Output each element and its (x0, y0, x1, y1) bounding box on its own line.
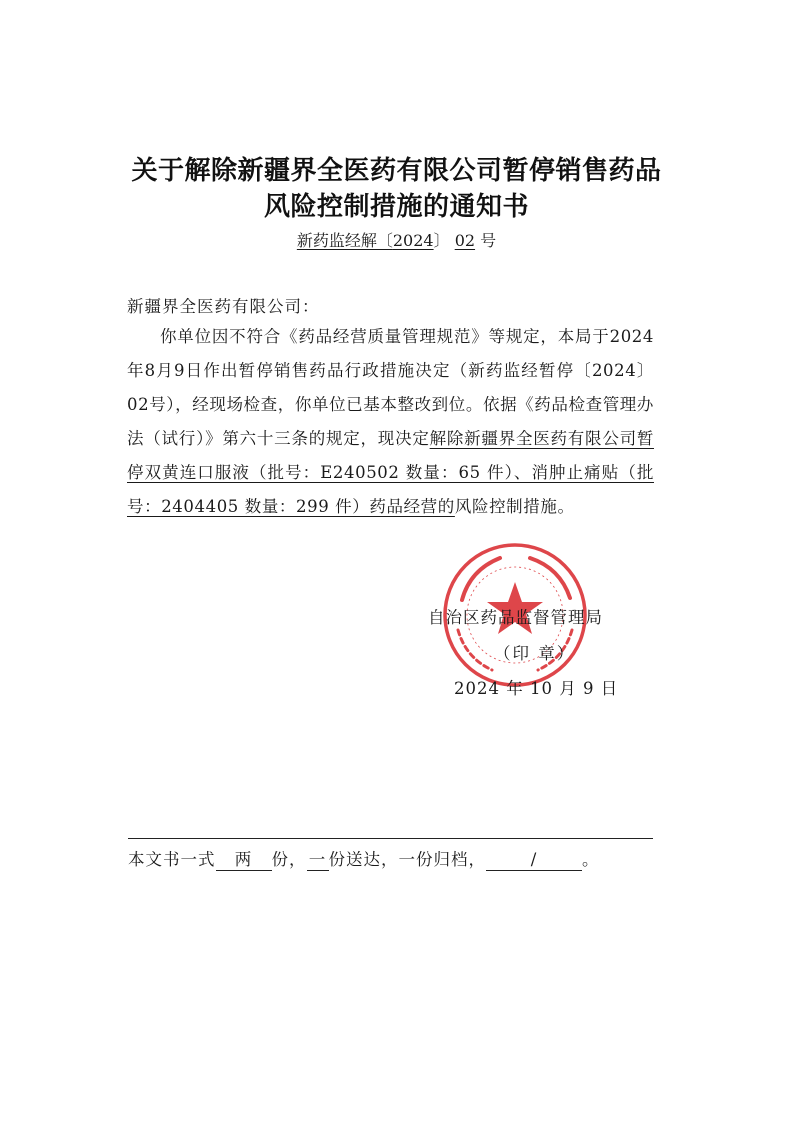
footer-copies-note (128, 846, 668, 871)
footer-text-4: 。 (582, 850, 600, 869)
body-paragraph (127, 320, 654, 524)
doc-number-mid: 〕 (433, 231, 450, 250)
body-text-part3: 风险控制措施。 (454, 497, 575, 516)
doc-number-prefix: 新药监经解〔 (296, 231, 393, 250)
footer-text-3: 份送达，一份归档， (328, 850, 486, 869)
document-number (0, 228, 793, 251)
document-title-line2: 风险控制措施的通知书 (263, 192, 529, 222)
footer-text-2: 份， (271, 850, 307, 869)
body-text-highlight: 解除新疆界全医药有限公司暂停双黄连口服液（批号：E240502 数量：65 件）、消肿止痛贴（批号：2404405 数量：299 件）药品经营的 (127, 429, 654, 516)
footer-delivered-blank: 一 (307, 850, 329, 871)
footer-text-1: 本文书一式 (128, 850, 216, 869)
seal-note: （印 章） (494, 644, 576, 663)
body-text-part1: 你单位因不符合《药品经营质量管理规范》等规定，本局于2024年8月9日作出暂停销售药品行政措施决定（新药监经暂停〔2024〕02号），经现场检查，你单位已基本整改到位。依据《药品检查管理办法（试行）》第六十三条的规定，现决定 (127, 327, 654, 448)
footer-other-blank: / (486, 850, 582, 871)
addressee: 新疆界全医药有限公司： (127, 297, 320, 316)
document-title-line1: 关于解除新疆界全医药有限公司暂停销售药品 (131, 156, 662, 186)
doc-number-num: 02 (454, 231, 476, 250)
signing-authority: 自治区药品监督管理局 (428, 608, 603, 627)
footer-copies-blank: 两 (216, 850, 272, 871)
doc-number-year: 2024 (392, 231, 434, 250)
signing-date: 2024 年 10 月 9 日 (454, 679, 619, 698)
doc-number-suffix: 号 (480, 231, 497, 250)
footer-divider (128, 838, 653, 839)
